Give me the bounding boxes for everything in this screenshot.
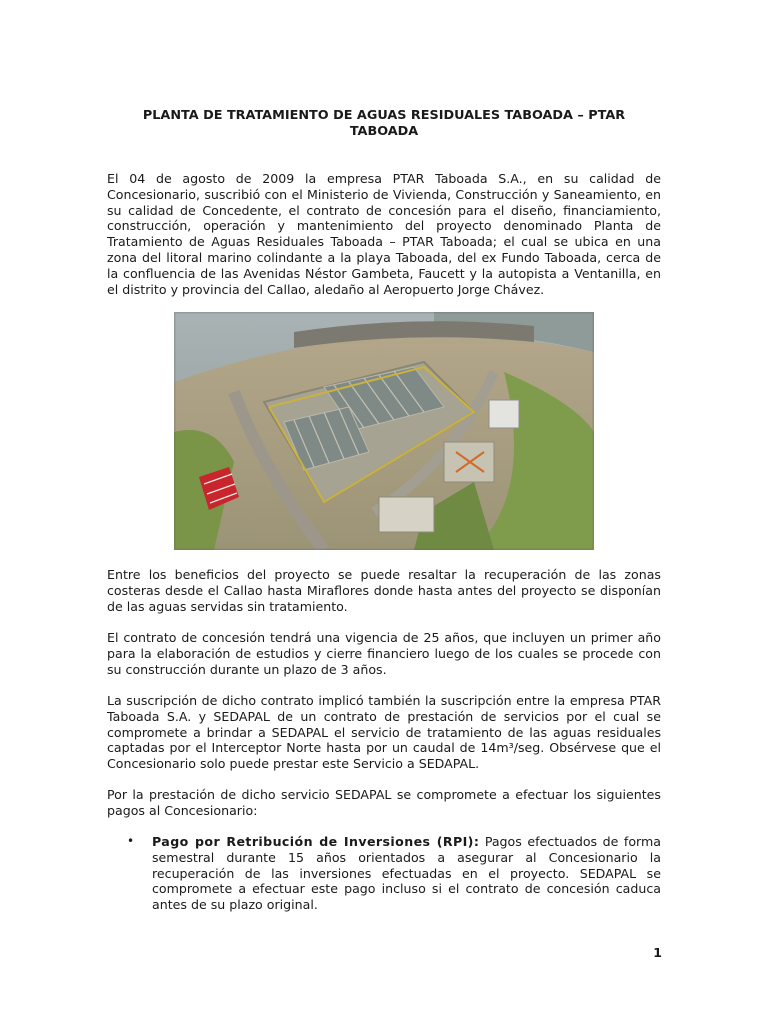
paragraph-term: El contrato de concesión tendrá una vigencia de 25 años, que incluyen un primer año para la elaboración de estudios y cierre financiero luego de los cuales se procede con su construcción durante un plazo de 3 años. <box>107 630 661 677</box>
aerial-photo-drawing <box>174 312 594 550</box>
list-item-lead: Pago por Retribución de Inversiones (RPI): <box>152 834 480 849</box>
bullet-marker: • <box>127 834 135 848</box>
document-title: PLANTA DE TRATAMIENTO DE AGUAS RESIDUALES TABOADA – PTAR TABOADA <box>142 108 626 139</box>
paragraph-intro: El 04 de agosto de 2009 la empresa PTAR Taboada S.A., en su calidad de Concesionario, suscribió con el Ministerio de Vivienda, Construcción y Saneamiento, en su calidad de Concedente, el contrato de concesión para el diseño, financiamiento, construcción, operación y mantenimiento del proyecto denominado Planta de Tratamiento de Aguas Residuales Taboada – PTAR Taboada; el cual se ubica en una zona del litoral marino colindante a la playa Taboada, del ex Fundo Taboada, cerca de la confluencia de las Avenidas Néstor Gambeta, Faucett y la autopista a Ventanilla, en el distrito y provincia del Callao, aledaño al Aeropuerto Jorge Chávez. <box>107 171 661 297</box>
paragraph-sedapal-contract: La suscripción de dicho contrato implicó también la suscripción entre la empresa PTAR Taboada S.A. y SEDAPAL de un contrato de prestación de servicios por el cual se compromete a brindar a SEDAPAL el servicio de tratamiento de las aguas residuales captadas por el Interceptor Norte hasta por un caudal de 14m³/seg. Obsérvese que el Concesionario solo puede prestar este Servicio a SEDAPAL. <box>107 693 661 772</box>
payments-list <box>107 834 661 913</box>
paragraph-payments-intro: Por la prestación de dicho servicio SEDAPAL se compromete a efectuar los siguientes pagos al Concesionario: <box>107 787 661 818</box>
list-item <box>107 834 661 913</box>
list-item-text: Pagos efectuados de forma semestral durante 15 años orientados a asegurar al Concesionario la recuperación de las inversiones efectuadas en el proyecto. SEDAPAL se compromete a efectuar este pago incluso si el contrato de concesión caduca antes de su plazo original. <box>152 834 661 913</box>
paragraph-benefits: Entre los beneficios del proyecto se puede resaltar la recuperación de las zonas costeras desde el Callao hasta Miraflores donde hasta antes del proyecto se disponían de las aguas servidas sin tratamiento. <box>107 567 661 614</box>
aerial-plant-photo <box>174 312 594 550</box>
page-number: 1 <box>653 945 662 960</box>
